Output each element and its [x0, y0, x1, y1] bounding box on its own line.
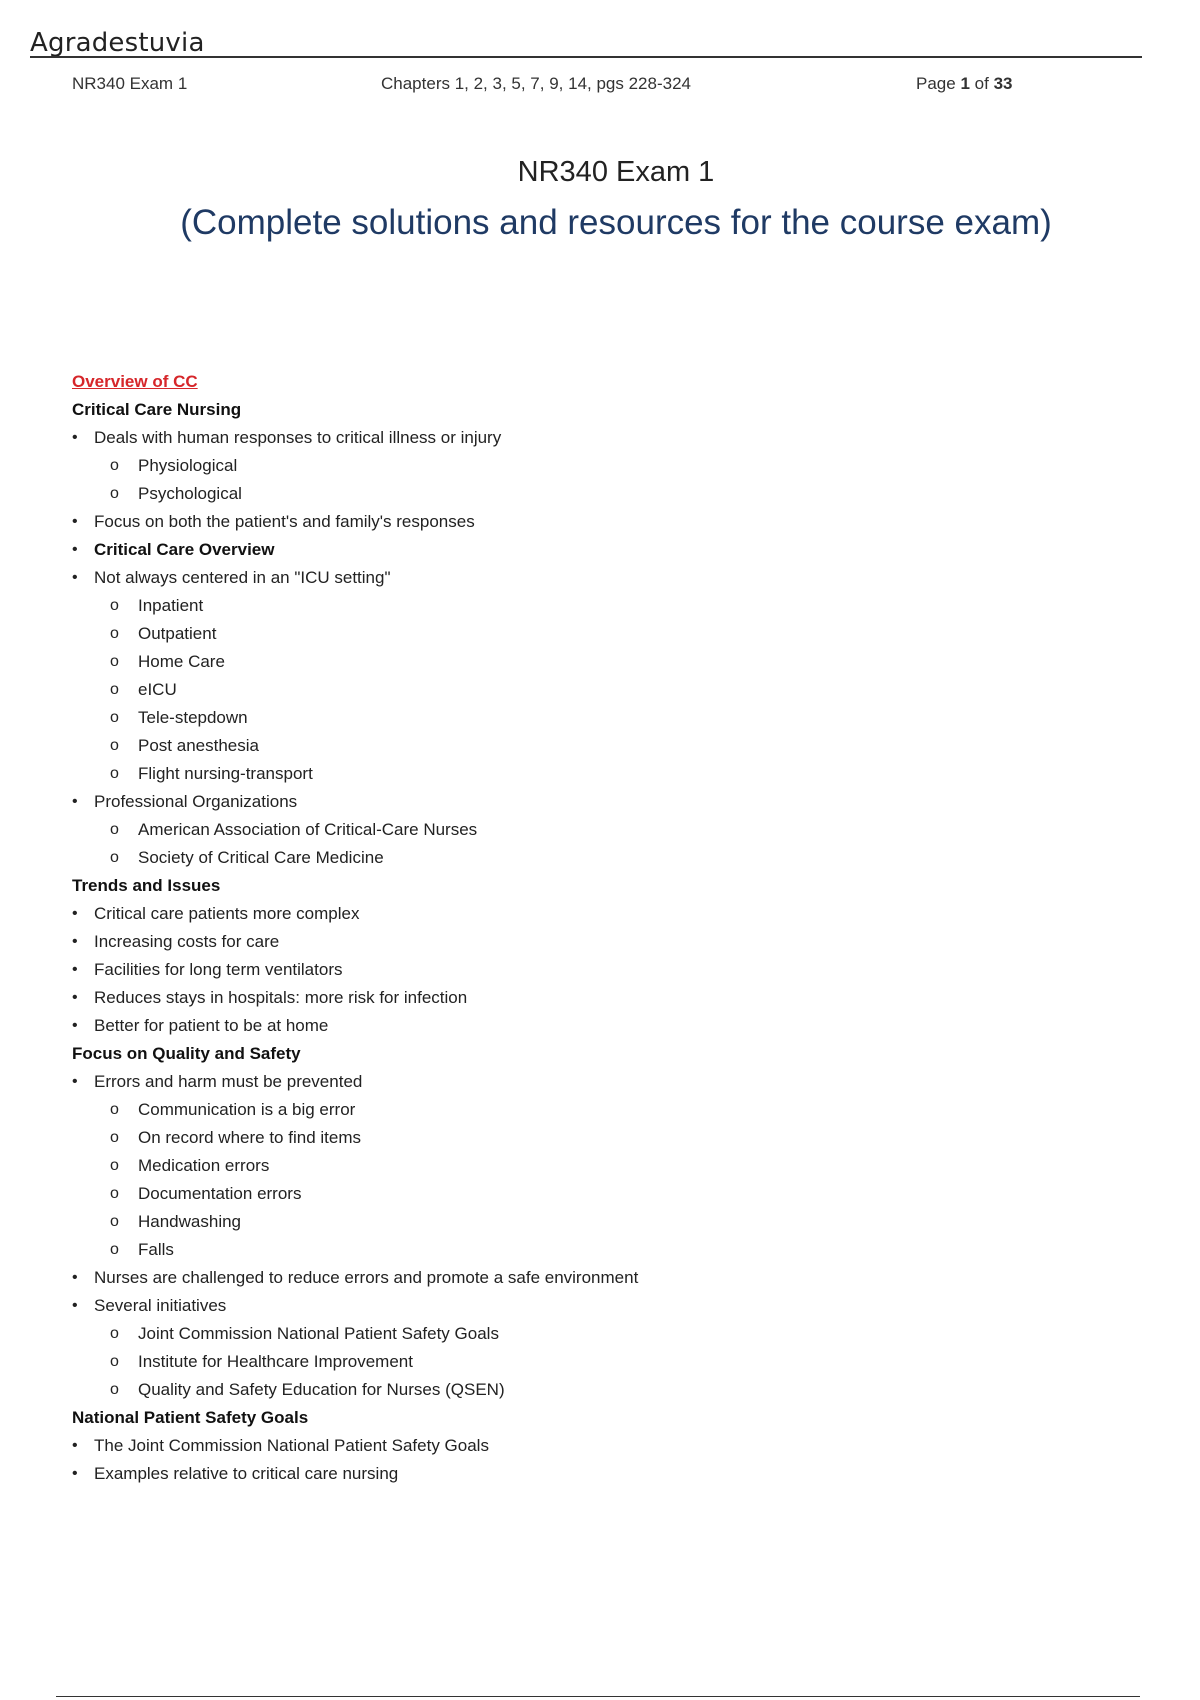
item-text: Professional Organizations [94, 792, 298, 811]
section-title: Overview of CC [72, 372, 198, 391]
outline-heading: Critical Care Nursing [72, 400, 242, 419]
bullet-circle-icon: o [110, 625, 119, 642]
item-text: Nurses are challenged to reduce errors and promote a safe environment [94, 1268, 639, 1287]
sub-bullet-item [72, 1124, 1072, 1152]
item-text: Reduces stays in hospitals: more risk for infection [94, 988, 468, 1007]
page-number [916, 74, 1012, 94]
bullet-item [72, 1012, 1072, 1040]
bullet-circle-icon: o [110, 1381, 119, 1398]
running-header-chapters: Chapters 1, 2, 3, 5, 7, 9, 14, pgs 228-324 [381, 74, 691, 93]
bullet-item [72, 1460, 1072, 1488]
sub-bullet-item [72, 592, 1072, 620]
bullet-item [72, 424, 1072, 452]
bullet-circle-icon: o [110, 1157, 119, 1174]
item-text: On record where to find items [138, 1128, 361, 1147]
outline-list [72, 396, 1072, 1488]
running-header-course: NR340 Exam 1 [72, 74, 188, 93]
item-text: Better for patient to be at home [94, 1016, 329, 1035]
bullet-circle-icon: o [110, 457, 119, 474]
item-text: Not always centered in an "ICU setting" [94, 568, 391, 587]
item-text: Increasing costs for care [94, 932, 280, 951]
bullet-circle-icon: o [110, 653, 119, 670]
sub-bullet-item [72, 760, 1072, 788]
item-text: Tele-stepdown [138, 708, 248, 727]
footer-rule [56, 1696, 1140, 1697]
bullet-dot-icon: • [72, 1297, 78, 1314]
sub-bullet-item [72, 452, 1072, 480]
page-current: 1 [960, 74, 970, 93]
bullet-circle-icon: o [110, 709, 119, 726]
bullet-circle-icon: o [110, 1101, 119, 1118]
item-text: Joint Commission National Patient Safety Goals [138, 1324, 499, 1343]
outline-heading: National Patient Safety Goals [72, 1408, 309, 1427]
bullet-circle-icon: o [110, 1129, 119, 1146]
item-text: Post anesthesia [138, 736, 259, 755]
item-text: Psychological [138, 484, 242, 503]
item-text: American Association of Critical-Care Nurses [138, 820, 478, 839]
item-text: Quality and Safety Education for Nurses (QSEN) [138, 1380, 505, 1399]
bullet-item [72, 900, 1072, 928]
item-text: Handwashing [138, 1212, 242, 1231]
sub-bullet-item [72, 1376, 1072, 1404]
outline-heading: Focus on Quality and Safety [72, 1044, 301, 1063]
sub-bullet-item [72, 1180, 1072, 1208]
outline-heading: Trends and Issues [72, 876, 221, 895]
item-text: Home Care [138, 652, 225, 671]
item-text: Documentation errors [138, 1184, 302, 1203]
item-text: Errors and harm must be prevented [94, 1072, 363, 1091]
sub-bullet-item [72, 816, 1072, 844]
item-text: Examples relative to critical care nursing [94, 1464, 399, 1483]
sub-bullet-item [72, 1320, 1072, 1348]
bullet-dot-icon: • [72, 1465, 78, 1482]
bullet-item [72, 984, 1072, 1012]
item-text: Critical Care Overview [94, 540, 275, 559]
bullet-item [72, 788, 1072, 816]
bullet-circle-icon: o [110, 1353, 119, 1370]
sub-bullet-item [72, 480, 1072, 508]
sub-bullet-item [72, 676, 1072, 704]
bullet-item [72, 1432, 1072, 1460]
bullet-item [72, 508, 1072, 536]
sub-bullet-item [72, 1152, 1072, 1180]
document-body [72, 368, 1072, 1488]
item-text: Inpatient [138, 596, 204, 615]
item-text: Flight nursing-transport [138, 764, 313, 783]
sub-bullet-item [72, 648, 1072, 676]
item-text: Society of Critical Care Medicine [138, 848, 384, 867]
bullet-circle-icon: o [110, 1185, 119, 1202]
sub-bullet-item [72, 620, 1072, 648]
sub-bullet-item [72, 704, 1072, 732]
page-of-word: of [974, 74, 989, 93]
item-text: The Joint Commission National Patient Safety Goals [94, 1436, 489, 1455]
site-name: Agradestuvia [30, 28, 205, 58]
item-text: Critical care patients more complex [94, 904, 360, 923]
document-title: NR340 Exam 1 [517, 156, 715, 188]
bullet-dot-icon: • [72, 1437, 78, 1454]
bullet-circle-icon: o [110, 485, 119, 502]
page-word: Page [916, 74, 956, 93]
bullet-circle-icon: o [110, 681, 119, 698]
bullet-dot-icon: • [72, 933, 78, 950]
document-subtitle: (Complete solutions and resources for the course exam) [180, 203, 1052, 242]
item-text: Communication is a big error [138, 1100, 356, 1119]
item-text: Institute for Healthcare Improvement [138, 1352, 413, 1371]
bullet-circle-icon: o [110, 765, 119, 782]
page-total: 33 [993, 74, 1013, 93]
bullet-circle-icon: o [110, 1325, 119, 1342]
bullet-dot-icon: • [72, 513, 78, 530]
bullet-item [72, 1264, 1072, 1292]
item-text: Deals with human responses to critical illness or injury [94, 428, 502, 447]
bullet-dot-icon: • [72, 569, 78, 586]
sub-bullet-item [72, 1236, 1072, 1264]
sub-bullet-item [72, 844, 1072, 872]
sub-bullet-item [72, 1348, 1072, 1376]
bullet-dot-icon: • [72, 1073, 78, 1090]
bullet-dot-icon: • [72, 1269, 78, 1286]
sub-bullet-item [72, 1096, 1072, 1124]
item-text: Physiological [138, 456, 238, 475]
bullet-circle-icon: o [110, 597, 119, 614]
bullet-dot-icon: • [72, 961, 78, 978]
item-text: Falls [138, 1240, 174, 1259]
sub-bullet-item [72, 1208, 1072, 1236]
sub-bullet-item [72, 732, 1072, 760]
bullet-dot-icon: • [72, 429, 78, 446]
bullet-item [72, 1068, 1072, 1096]
item-text: Facilities for long term ventilators [94, 960, 343, 979]
bullet-item [72, 564, 1072, 592]
bullet-circle-icon: o [110, 737, 119, 754]
bullet-dot-icon: • [72, 989, 78, 1006]
item-text: eICU [138, 680, 177, 699]
bullet-dot-icon: • [72, 905, 78, 922]
bullet-circle-icon: o [110, 1213, 119, 1230]
bullet-item [72, 956, 1072, 984]
bullet-circle-icon: o [110, 1241, 119, 1258]
bullet-circle-icon: o [110, 821, 119, 838]
item-text: Several initiatives [94, 1296, 227, 1315]
bullet-item [72, 928, 1072, 956]
item-text: Medication errors [138, 1156, 270, 1175]
bullet-dot-icon: • [72, 793, 78, 810]
running-header [72, 74, 1132, 98]
item-text: Outpatient [138, 624, 217, 643]
bullet-circle-icon: o [110, 849, 119, 866]
bullet-dot-icon: • [72, 541, 78, 558]
bullet-item [72, 536, 1072, 564]
item-text: Focus on both the patient's and family's responses [94, 512, 475, 531]
bullet-item [72, 1292, 1072, 1320]
site-header-rule [30, 56, 1142, 58]
bullet-dot-icon: • [72, 1017, 78, 1034]
